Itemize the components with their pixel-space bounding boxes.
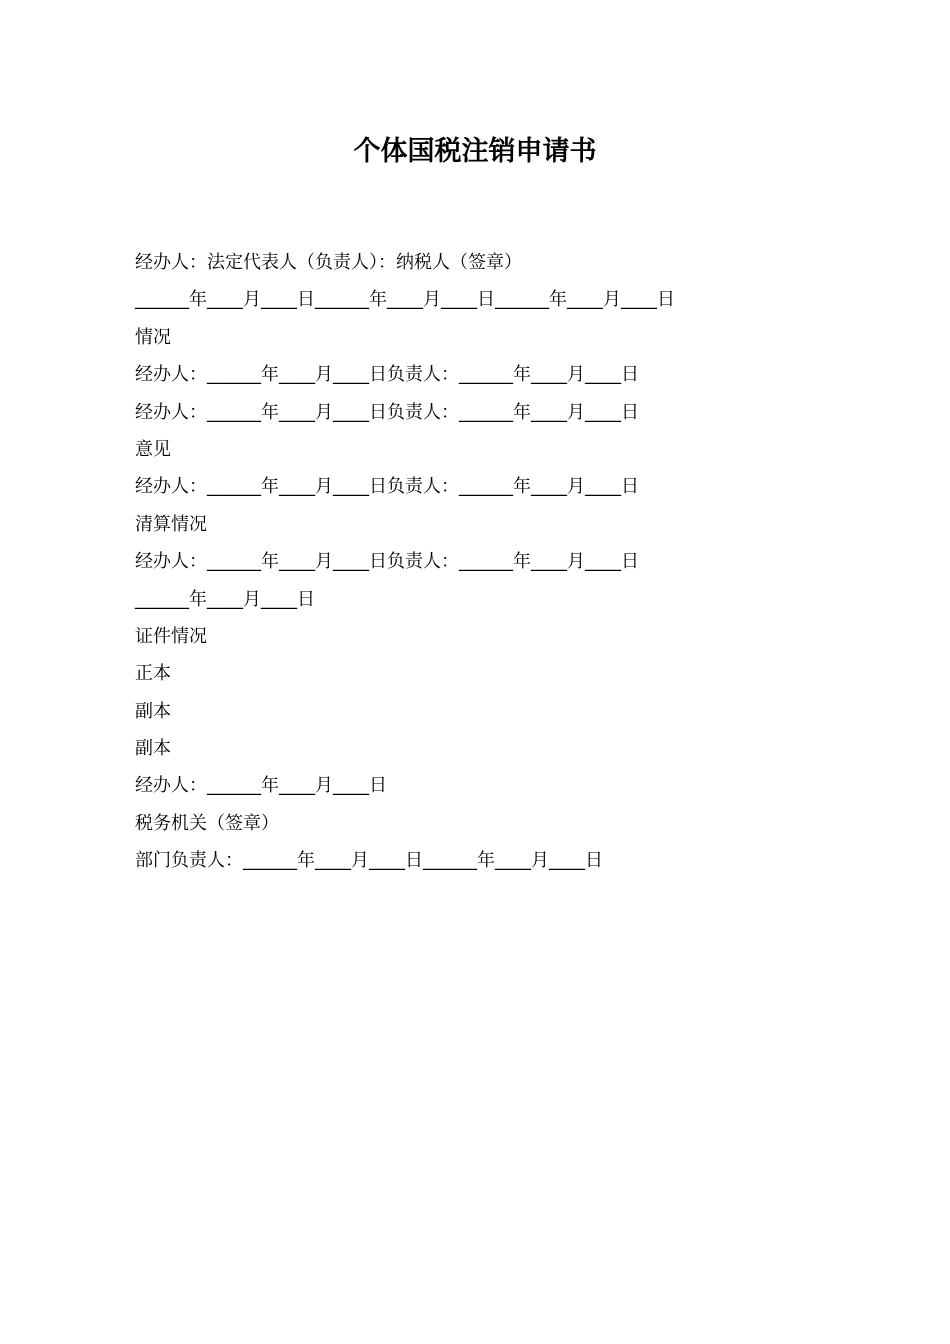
document-title: 个体国税注销申请书 — [353, 136, 597, 167]
date-line-triple: ______年____月____日______年____月____日______年____月____日 — [135, 289, 675, 311]
section-label-liquidation: 清算情况 — [135, 513, 207, 535]
handler-date-line: 经办人：______年____月____日 — [135, 775, 387, 797]
handler-responsible-date-line: 经办人：______年____月____日负责人：______年____月____日 — [135, 401, 639, 423]
certificate-copy-label: 副本 — [135, 738, 171, 760]
department-head-date-line: 部门负责人：______年____月____日______年____月____日 — [135, 850, 603, 872]
section-label-opinion: 意见 — [135, 438, 171, 460]
certificate-copy-label: 副本 — [135, 700, 171, 722]
certificate-original-label: 正本 — [135, 663, 171, 685]
handler-responsible-date-line: 经办人：______年____月____日负责人：______年____月____日 — [135, 551, 639, 573]
section-label-situation: 情况 — [135, 326, 171, 348]
section-label-certificates: 证件情况 — [135, 625, 207, 647]
document-body — [135, 244, 835, 880]
tax-authority-seal-label: 税务机关（签章） — [135, 812, 279, 834]
date-line: ______年____月____日 — [135, 588, 315, 610]
handler-responsible-date-line: 经办人：______年____月____日负责人：______年____月____日 — [135, 364, 639, 386]
signature-line-handler-legal-rep-taxpayer: 经办人：法定代表人（负责人）：纳税人（签章） — [135, 252, 522, 273]
handler-responsible-date-line: 经办人：______年____月____日负责人：______年____月____日 — [135, 476, 639, 498]
